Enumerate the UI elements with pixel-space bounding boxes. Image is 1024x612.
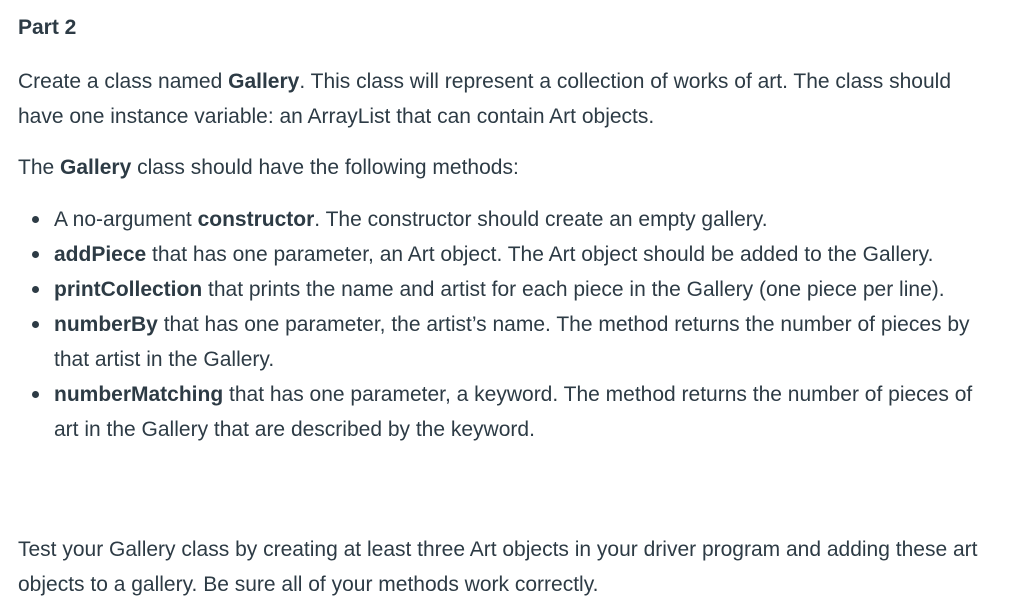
method-name: printCollection [54,278,203,301]
intro-text-1: Create a class named [18,70,229,93]
methods-intro-text-1: The [18,156,61,179]
methods-intro-text-2: class should have the following methods: [131,156,519,179]
methods-intro-class-name: Gallery [60,156,132,179]
bullet-icon [32,391,39,398]
methods-list [18,202,978,447]
list-item-printcollection [18,272,978,307]
list-item-post: . The constructor should create an empty gallery. [314,208,768,231]
intro-class-name: Gallery [228,70,300,93]
methods-intro-paragraph [18,150,978,185]
list-item-numbermatching [18,377,978,447]
list-item-post: that has one parameter, a keyword. The method returns the number of pieces of art in the Gallery that are described by the keyword. [54,383,973,441]
list-item-post: that has one parameter, an Art object. The Art object should be added to the Gallery. [146,243,934,266]
list-item-constructor [18,202,978,237]
method-name: numberBy [54,313,158,336]
method-name: addPiece [54,243,147,266]
list-item-post: that has one parameter, the artist’s name. The method returns the number of pieces by that artist in the Gallery. [54,313,970,371]
closing-paragraph: Test your Gallery class by creating at least three Art objects in your driver program and adding these art objects to a gallery. Be sure all of your methods work correctly. [18,538,978,596]
method-name: numberMatching [54,383,224,406]
bullet-icon [32,286,39,293]
list-item-post: that prints the name and artist for each piece in the Gallery (one piece per line). [202,278,945,301]
list-item-numberby [18,307,978,377]
bullet-icon [32,216,39,223]
intro-paragraph [18,64,978,134]
intro-text-2: . This class will represent a collection of works of art. The class should have one instance variable: an ArrayList that can contain Art objects. [18,70,951,128]
section-heading: Part 2 [18,16,77,39]
list-item-pre: A no-argument [54,208,198,231]
bullet-icon [32,251,39,258]
list-item-addpiece [18,237,978,272]
method-name: constructor [197,208,315,231]
bullet-icon [32,321,39,328]
